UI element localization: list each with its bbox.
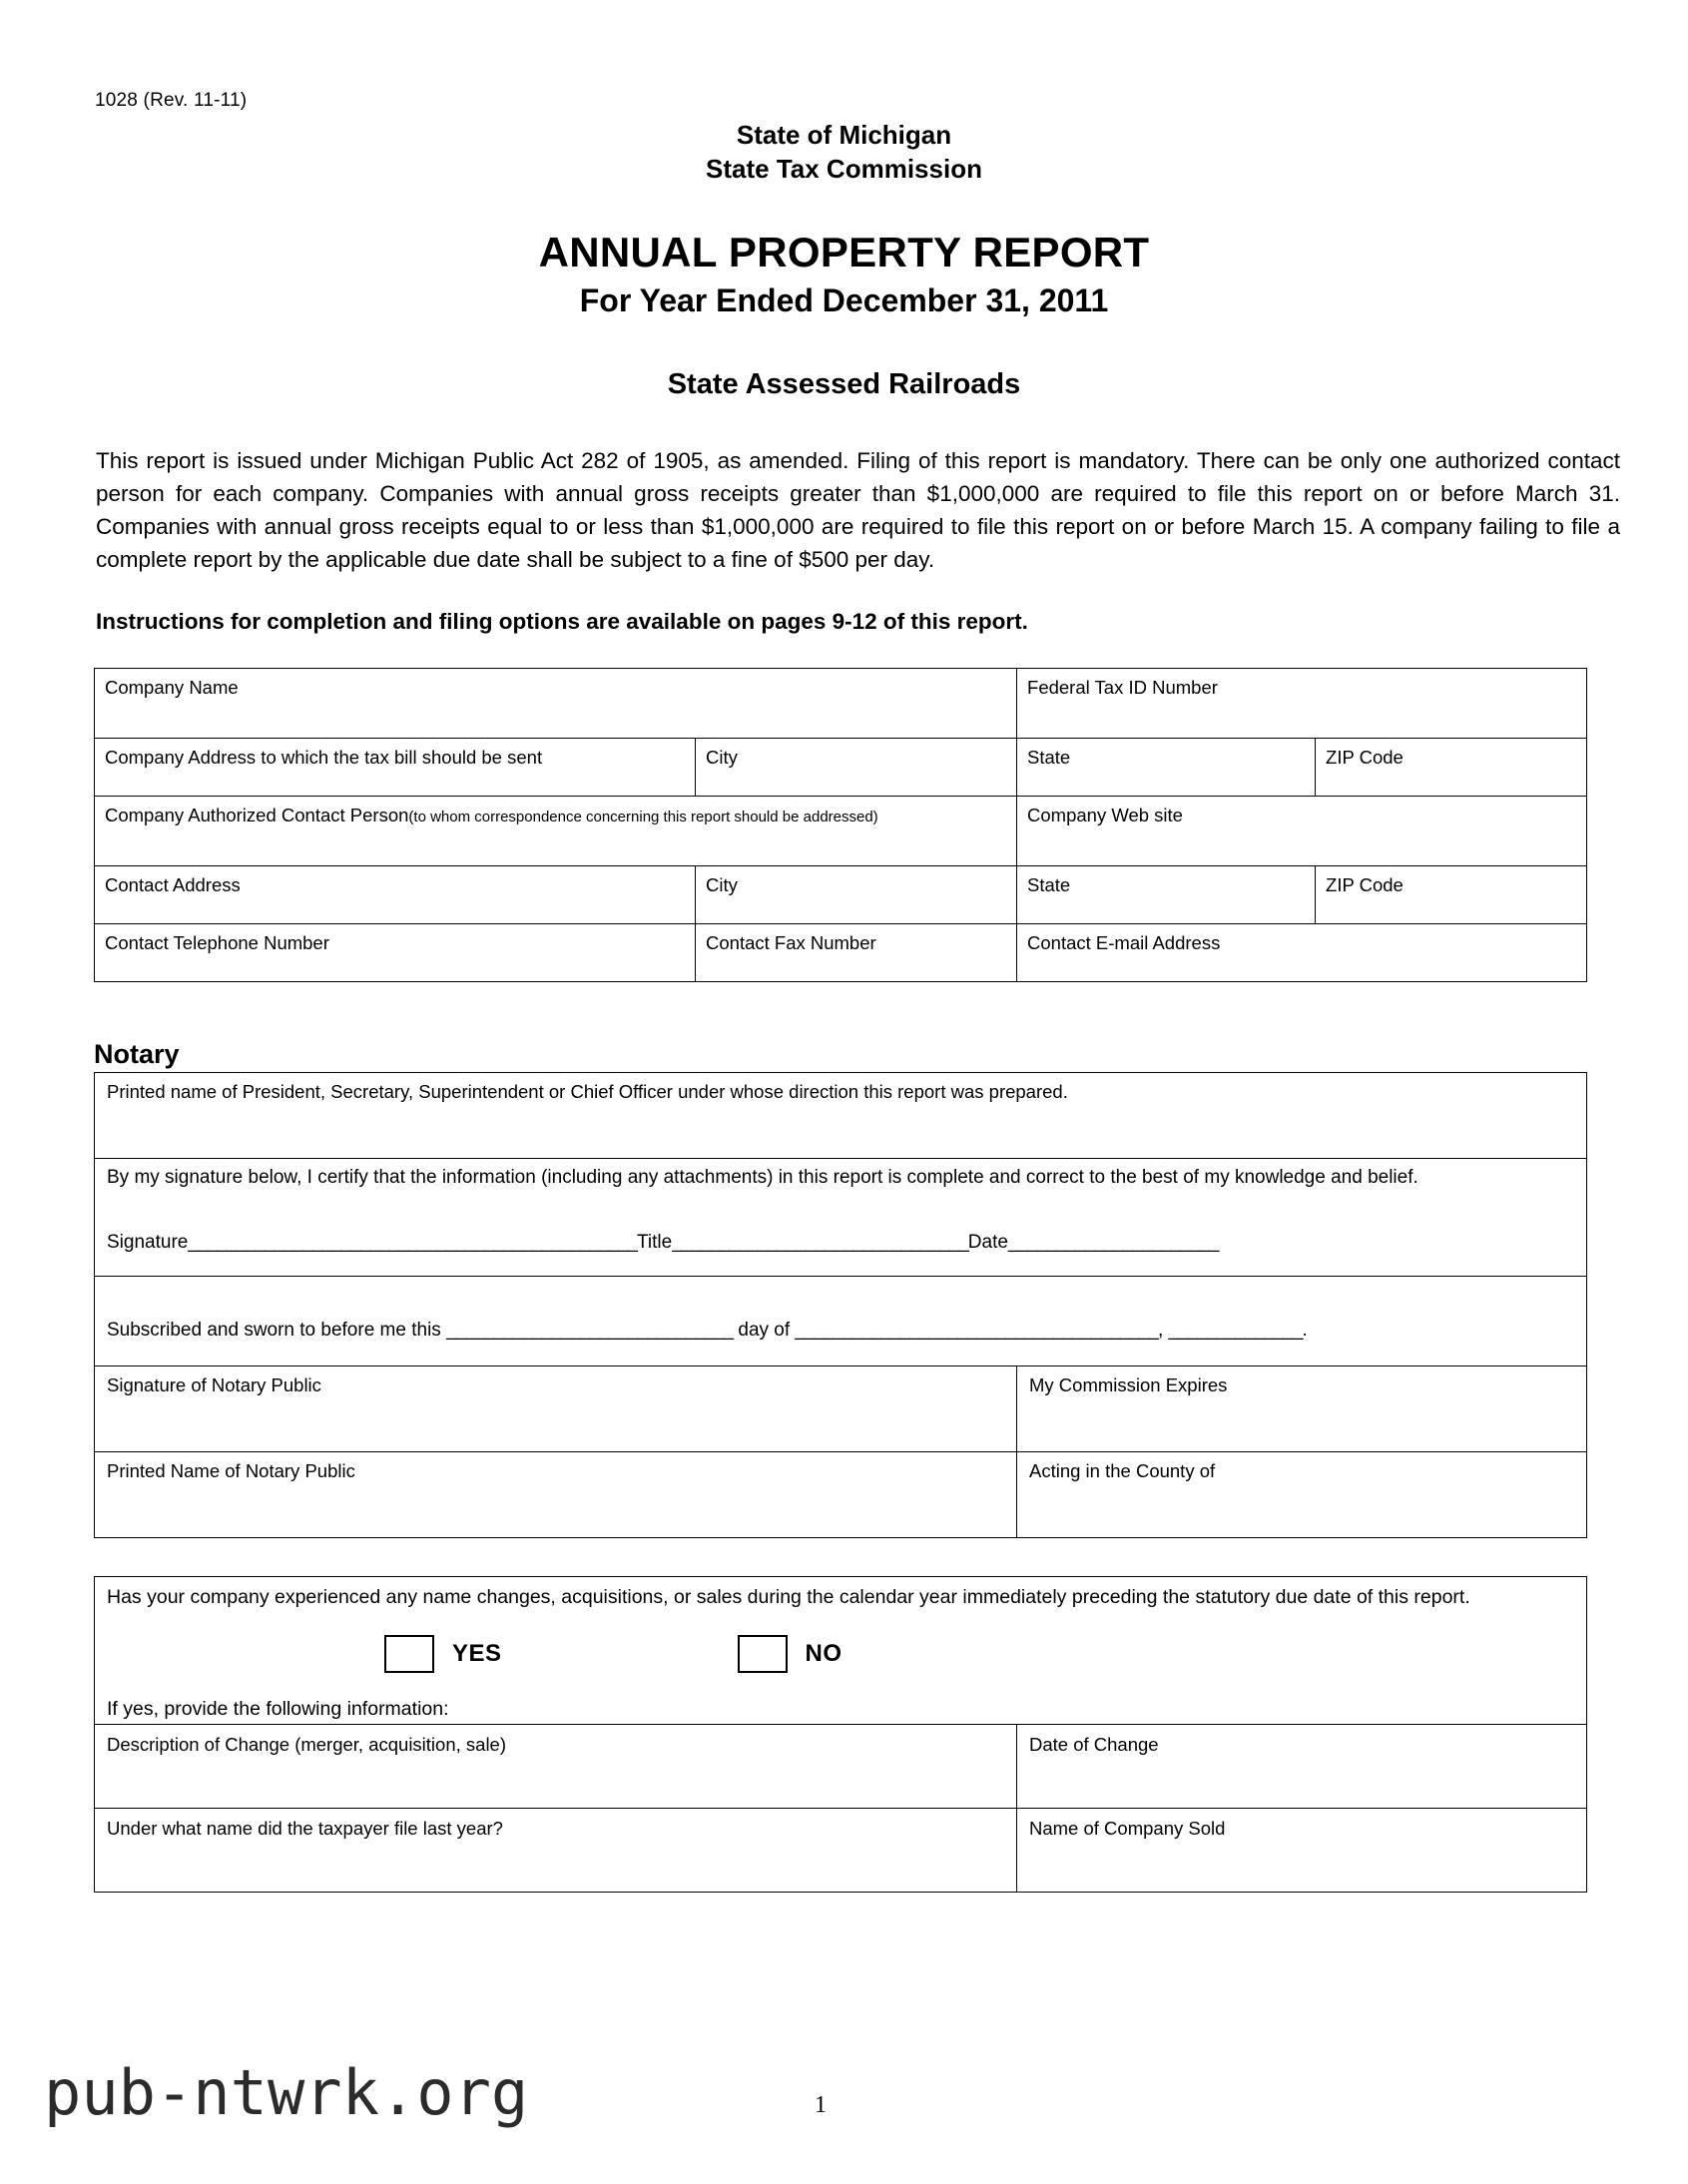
- name-change-question: Has your company experienced any name changes, acquisitions, or sales during the calendar year immediately preceding the statutory due date of this report.: [107, 1586, 1470, 1609]
- table-row: [95, 1277, 1587, 1366]
- if-yes-note: If yes, provide the following information:: [107, 1698, 449, 1721]
- label-yes: YES: [452, 1640, 502, 1668]
- sworn-prefix: Subscribed and sworn to before me this: [107, 1320, 441, 1342]
- table-row: [95, 1159, 1587, 1277]
- label-last-year-name: Under what name did the taxpayer file last year?: [107, 1817, 503, 1839]
- instructions-note: Instructions for completion and filing options are available on pages 9-12 of this report.: [96, 609, 1028, 635]
- sworn-period: .: [1302, 1320, 1308, 1342]
- label-contact-address: Contact Address: [105, 873, 241, 895]
- table-row: [95, 1366, 1587, 1452]
- page-number: 1: [815, 2092, 827, 2118]
- field-acting-county[interactable]: [1017, 1452, 1587, 1538]
- label-contact-state: State: [1027, 873, 1071, 895]
- field-last-year-name[interactable]: [95, 1808, 1017, 1892]
- field-federal-tax-id[interactable]: [1017, 668, 1587, 738]
- table-row: [95, 796, 1587, 865]
- field-description-of-change[interactable]: [95, 1724, 1017, 1808]
- signature-line-row: [107, 1231, 1586, 1255]
- signature-rule[interactable]: _______________________________________________: [188, 1231, 637, 1253]
- sworn-month-rule[interactable]: ______________________________________: [795, 1320, 1158, 1342]
- page-subtitle: For Year Ended December 31, 2011: [579, 281, 1109, 318]
- checkbox-no[interactable]: [738, 1635, 788, 1673]
- agency-line-2: State Tax Commission: [706, 154, 982, 185]
- intro-paragraph: This report is issued under Michigan Public Act 282 of 1905, as amended. Filing of this report is mandatory. There can be only one authorized contact person for each company. Companies with annual gross receipts greater than $1,000,000 are required to file this report on or before March 31. Companies with annual gross receipts equal to or less than $1,000,000 are required to file this report on or before March 15. A company failing to file a complete report by the applicable due date shall be subject to a fine of $500 per day.: [96, 447, 1620, 573]
- label-no: NO: [805, 1640, 843, 1668]
- field-contact-email[interactable]: [1017, 923, 1587, 981]
- label-description-of-change: Description of Change (merger, acquisition, sale): [107, 1733, 506, 1755]
- date-rule[interactable]: ______________________: [1007, 1231, 1219, 1253]
- sworn-comma: ,: [1157, 1320, 1164, 1342]
- label-company-zip: ZIP Code: [1326, 746, 1404, 768]
- table-row: [95, 738, 1587, 796]
- choice-yes[interactable]: [384, 1635, 502, 1673]
- label-company-state: State: [1027, 746, 1071, 768]
- notary-table: [94, 1072, 1587, 1538]
- table-row: [95, 1808, 1587, 1892]
- yes-no-choice-row: [107, 1635, 1586, 1673]
- label-printed-name-officer: Printed name of President, Secretary, Superintendent or Chief Officer under whose direction this report was prepared.: [107, 1081, 1068, 1103]
- sworn-statement-line: [107, 1319, 1308, 1343]
- sworn-year-rule[interactable]: ______________: [1168, 1320, 1303, 1342]
- label-contact-fax: Contact Fax Number: [706, 931, 876, 953]
- field-contact-state[interactable]: [1017, 865, 1316, 923]
- field-contact-zip[interactable]: [1316, 865, 1587, 923]
- table-row: [95, 1073, 1587, 1159]
- company-information-table: [94, 668, 1587, 982]
- page-classification: State Assessed Railroads: [667, 368, 1021, 401]
- certification-block[interactable]: [95, 1159, 1587, 1277]
- choice-no[interactable]: [738, 1635, 843, 1673]
- field-name-of-company-sold[interactable]: [1017, 1808, 1587, 1892]
- agency-header: [0, 0, 1688, 187]
- page-title: ANNUAL PROPERTY REPORT: [538, 228, 1150, 275]
- field-contact-city[interactable]: [696, 865, 1017, 923]
- checkbox-yes[interactable]: [384, 1635, 434, 1673]
- title-rule[interactable]: _______________________________: [672, 1231, 968, 1253]
- label-signature: Signature: [107, 1231, 189, 1253]
- form-number: 1028 (Rev. 11-11): [95, 90, 248, 111]
- page-footer: [0, 2054, 1688, 2184]
- field-contact-telephone[interactable]: [95, 923, 696, 981]
- label-commission-expires: My Commission Expires: [1029, 1374, 1228, 1396]
- field-commission-expires[interactable]: [1017, 1366, 1587, 1452]
- label-title: Title: [637, 1231, 673, 1253]
- field-printed-name-officer[interactable]: [95, 1073, 1587, 1159]
- field-contact-person[interactable]: [95, 796, 1017, 865]
- name-change-question-block: [95, 1577, 1587, 1724]
- label-contact-city: City: [706, 873, 738, 895]
- field-company-zip[interactable]: [1316, 738, 1587, 796]
- label-company-name: Company Name: [105, 676, 239, 698]
- field-contact-fax[interactable]: [696, 923, 1017, 981]
- table-row: [95, 668, 1587, 738]
- label-contact-person-note: (to whom correspondence concerning this report should be addressed): [408, 808, 878, 825]
- label-name-of-company-sold: Name of Company Sold: [1029, 1817, 1226, 1839]
- table-row: [95, 865, 1587, 923]
- sworn-statement-block[interactable]: [95, 1277, 1587, 1366]
- field-contact-address[interactable]: [95, 865, 696, 923]
- label-printed-name-notary: Printed Name of Notary Public: [107, 1460, 355, 1482]
- table-row: [95, 1724, 1587, 1808]
- label-company-website: Company Web site: [1027, 804, 1183, 825]
- table-row: [95, 923, 1587, 981]
- label-federal-tax-id: Federal Tax ID Number: [1027, 676, 1218, 698]
- label-contact-email: Contact E-mail Address: [1027, 931, 1221, 953]
- label-acting-county: Acting in the County of: [1029, 1460, 1216, 1482]
- label-contact-zip: ZIP Code: [1326, 873, 1404, 895]
- field-signature-notary[interactable]: [95, 1366, 1017, 1452]
- field-company-website[interactable]: [1017, 796, 1587, 865]
- field-printed-name-notary[interactable]: [95, 1452, 1017, 1538]
- label-contact-person: Company Authorized Contact Person: [105, 804, 409, 825]
- label-company-city: City: [706, 746, 738, 768]
- table-row: [95, 1452, 1587, 1538]
- field-company-address[interactable]: [95, 738, 696, 796]
- agency-line-1: State of Michigan: [736, 120, 952, 150]
- notary-heading: Notary: [94, 1038, 180, 1069]
- field-date-of-change[interactable]: [1017, 1724, 1587, 1808]
- certification-text: By my signature below, I certify that the information (including any attachments) in this report is complete and correct to the best of my knowledge and belief.: [107, 1167, 1418, 1189]
- label-signature-notary: Signature of Notary Public: [107, 1374, 321, 1396]
- field-company-name[interactable]: [95, 668, 1017, 738]
- sworn-middle: day of: [738, 1320, 791, 1342]
- label-date-of-change: Date of Change: [1029, 1733, 1159, 1755]
- label-date: Date: [967, 1231, 1008, 1253]
- table-row: [95, 1577, 1587, 1724]
- label-contact-telephone: Contact Telephone Number: [105, 931, 329, 953]
- name-change-table: [94, 1576, 1587, 1892]
- watermark-text: pub-ntwrk.org: [44, 2056, 529, 2129]
- field-company-state[interactable]: [1017, 738, 1316, 796]
- sworn-day-rule[interactable]: ______________________________: [446, 1320, 734, 1342]
- label-company-address: Company Address to which the tax bill should be sent: [105, 746, 543, 768]
- field-company-city[interactable]: [696, 738, 1017, 796]
